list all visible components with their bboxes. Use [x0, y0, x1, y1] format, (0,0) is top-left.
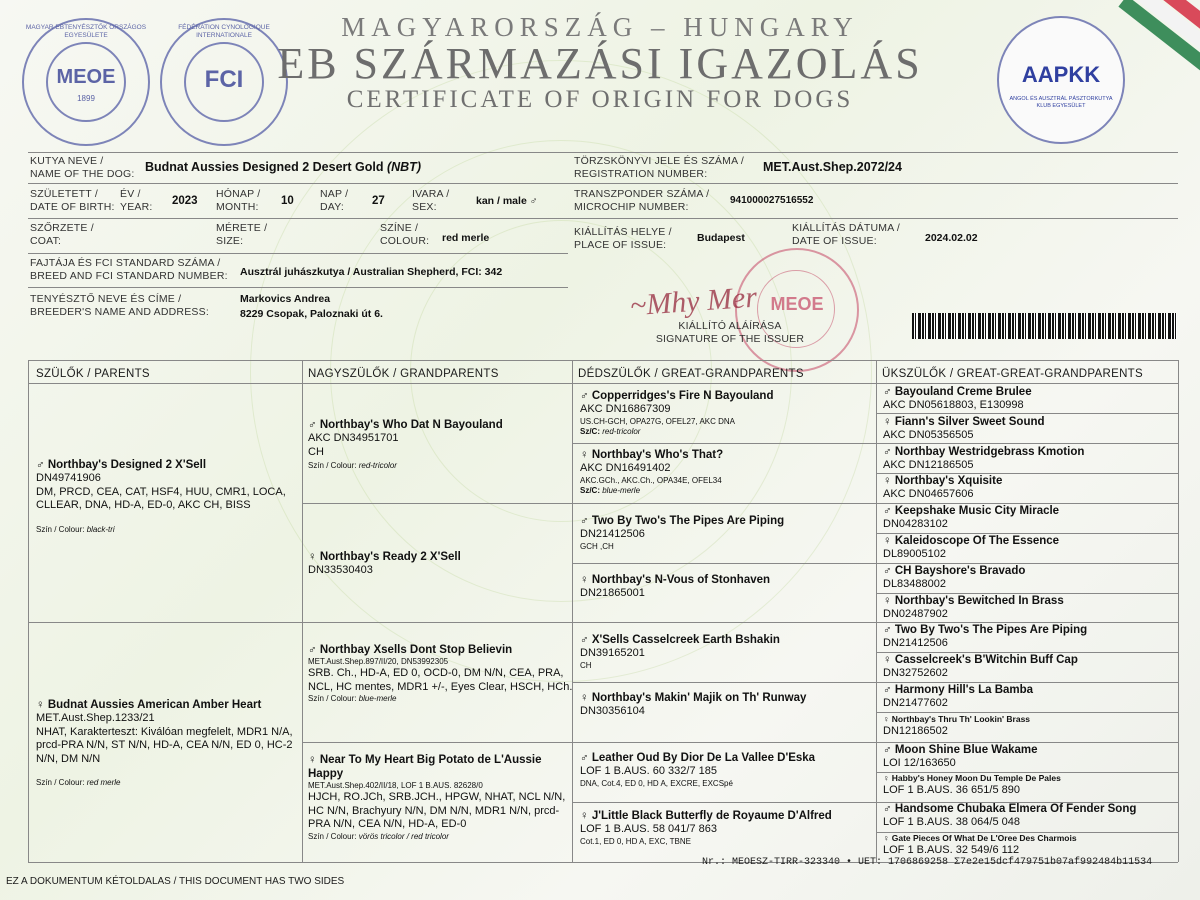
microchip-number: 941000027516552 — [730, 195, 814, 206]
great-great-grandparent: ♀ Northbay's Xquisite AKC DN04657606 — [883, 475, 1003, 501]
place-of-issue: Budapest — [697, 232, 745, 244]
sex-value: kan / male ♂ — [476, 195, 538, 207]
birth-day: 27 — [372, 195, 385, 207]
registration-label: TÖRZSKÖNYVI JELE ÉS SZÁMA / REGISTRATION NUMBER: — [574, 155, 744, 180]
two-sides-note: EZ A DOKUMENTUM KÉTOLDALAS / THIS DOCUMENT HAS TWO SIDES — [6, 876, 345, 887]
aapkk-logo-text: AAPKK — [1021, 62, 1101, 87]
great-great-grandparent: ♀ Habby's Honey Moon Du Temple De Pales LOF 1 B.AUS. 36 651/5 890 — [883, 773, 1061, 797]
table-border — [28, 383, 1178, 384]
meoe-logo-text: MEOE — [56, 66, 116, 88]
great-grandparent: ♀ Northbay's Makin' Majik on Th' Runway DN30356104 — [580, 692, 807, 717]
colour-value: red merle — [442, 232, 490, 244]
month-label: HÓNAP / MONTH: — [216, 188, 261, 213]
coat-label: SZŐRZETE / COAT: — [30, 222, 94, 247]
meoe-seal-text: MAGYAR EBTENYÉSZTŐK ORSZÁGOS EGYESÜLETE — [25, 24, 147, 39]
grandparent: ♂ Northbay Xsells Dont Stop Believin MET.Aust.Shep.897/II/20, DN53992305 SRB. Ch., HD-A, ED 0, OCD-0, DM N/N, CEA, PRA, NCL, HC mentes, MDR1 +/-, Eyes Clear, HSCH, HCh. Szín / Colour: blue-merle — [308, 644, 573, 703]
great-great-grandparent: ♂ Moon Shine Blue Wakame LOI 12/163650 — [883, 743, 1038, 769]
document-subtitle: CERTIFICATE OF ORIGIN FOR DOGS — [346, 86, 854, 113]
grandparent: ♀ Near To My Heart Big Potato de L'Aussie Happy MET.Aust.Shep.402/II/18, LOF 1 B.AUS. 82628/0 HJCH, RO.JCh, SRB.JCH., HPGW, NHAT, NCL N/N, HC N/N, Brachyury N/N, DM N/N, MDR1 N/N, prcd-PRA N/N, CEA N/N, HD-A, ED-0 Szín / Colour: vörös tricolor / red tricolor — [308, 754, 566, 841]
issue-date-label: KIÁLLÍTÁS DÁTUMA / DATE OF ISSUE: — [792, 222, 901, 247]
document-number: Nr.: MEOESZ-TIRR-323340 • UET: 1706869258 Σ7e2e15dcf479751b07af992484b11534 — [702, 857, 1153, 868]
breed-value: Ausztrál juhászkutya / Australian Shepherd, FCI: 342 — [240, 266, 503, 278]
breed-label: FAJTÁJA ÉS FCI STANDARD SZÁMA / BREED AND FCI STANDARD NUMBER: — [30, 257, 228, 282]
great-great-grandparent: ♀ Casselcreek's B'Witchin Buff Cap DN32752602 — [883, 654, 1078, 680]
great-great-grandparent: ♂ Harmony Hill's La Bamba DN21477602 — [883, 684, 1034, 709]
day-label: NAP / DAY: — [320, 188, 349, 213]
grandparent: ♂ Northbay's Who Dat N Bayouland AKC DN34951701 CH Szín / Colour: red-tricolor — [308, 419, 503, 470]
great-grandparent: ♀ J'Little Black Butterfly de Royaume D'Alfred LOF 1 B.AUS. 58 041/7 863 Cot.1, ED 0, HD A, EXC, TBNE — [580, 810, 832, 846]
great-great-grandparent: ♀ Gate Pieces Of What De L'Oree Des Charmois LOF 1 B.AUS. 32 549/6 112 — [883, 833, 1077, 856]
parent-sire: ♂ Northbay's Designed 2 X'Sell DN49741906 DM, PRCD, CEA, CAT, HSF4, HUU, CMR1, LOCA, CLLEAR, DNA, HD-A, ED-0, AKC CH, BISS Szín / Colour: black-tri — [36, 458, 298, 578]
great-grandparent: ♂ Leather Oud By Dior De La Vallee D'Eska LOF 1 B.AUS. 60 332/7 185 DNA, Cot.4, ED 0, HD A, EXCRE, EXCSpé — [580, 752, 816, 788]
great-grandparent: ♂ Two By Two's The Pipes Are Piping DN21412506 GCH ,CH — [580, 515, 785, 551]
issue-date: 2024.02.02 — [925, 232, 978, 244]
table-border — [302, 360, 303, 862]
table-border — [1178, 360, 1179, 862]
meoe-year: 1899 — [77, 94, 95, 103]
signature-label: KIÁLLÍTÓ ALÁÍRÁSA SIGNATURE OF THE ISSUER — [655, 320, 805, 345]
header-grandparents: NAGYSZÜLŐK / GRANDPARENTS — [308, 368, 499, 380]
dog-name-label: KUTYA NEVE / NAME OF THE DOG: — [30, 155, 135, 180]
divider — [28, 183, 1178, 184]
great-great-grandparent: ♂ Handsome Chubaka Elmera Of Fender Song LOF 1 B.AUS. 38 064/5 048 — [883, 803, 1137, 829]
great-great-grandparent: ♀ Northbay's Thru Th' Lookin' Brass DN12186502 — [883, 713, 1031, 737]
great-great-grandparent: ♀ Fiann's Silver Sweet Sound AKC DN05356505 — [883, 415, 1045, 441]
great-grandparent: ♂ X'Sells Casselcreek Earth Bshakin DN39165201 CH — [580, 634, 780, 670]
dam-name: ♀ Budnat Aussies American Amber Heart — [36, 699, 262, 711]
great-great-grandparent: ♂ Two By Two's The Pipes Are Piping DN21412506 — [883, 624, 1088, 650]
birth-year: 2023 — [172, 195, 198, 207]
header-parents: SZÜLŐK / PARENTS — [36, 368, 150, 380]
grandparent: ♀ Northbay's Ready 2 X'Sell DN33530403 — [308, 551, 461, 576]
great-great-grandparent: ♂ Northbay Westridgebrass Kmotion AKC DN12186505 — [883, 445, 1085, 471]
registration-number: MET.Aust.Shep.2072/24 — [763, 160, 902, 174]
birth-label: SZÜLETETT / DATE OF BIRTH: — [30, 188, 115, 213]
sire-name: ♂ Northbay's Designed 2 X'Sell — [36, 459, 207, 471]
place-label: KIÁLLÍTÁS HELYE / PLACE OF ISSUE: — [574, 226, 672, 251]
fci-logo-text: FCI — [204, 66, 244, 93]
table-border — [876, 360, 877, 862]
great-grandparent: ♀ Northbay's N-Vous of Stonhaven DN21865001 — [580, 574, 771, 599]
header-great-grandparents: DÉDSZÜLŐK / GREAT-GRANDPARENTS — [578, 368, 804, 380]
great-great-grandparent: ♀ Northbay's Bewitched In Brass DN02487902 — [883, 594, 1064, 620]
breeder-name: Markovics Andrea — [240, 293, 331, 305]
document-title: EB SZÁRMAZÁSI IGAZOLÁS — [277, 39, 923, 88]
great-great-grandparent: ♂ CH Bayshore's Bravado DL83488002 — [883, 564, 1026, 590]
size-label: MÉRETE / SIZE: — [216, 222, 268, 247]
fci-seal-text: FÉDÉRATION CYNOLOGIQUE INTERNATIONALE — [178, 24, 270, 39]
table-border — [28, 360, 29, 862]
colour-label: SZÍNE / COLOUR: — [380, 222, 430, 247]
year-label: ÉV / YEAR: — [120, 188, 153, 213]
birth-month: 10 — [281, 195, 294, 207]
country-title: MAGYARORSZÁG – HUNGARY — [341, 12, 859, 42]
divider — [28, 218, 1178, 219]
great-grandparent: ♀ Northbay's Who's That? AKC DN16491402 AKC.GCh., AKC.Ch., OPA34E, OFEL34 Sz/C: blue-merle — [580, 449, 724, 495]
great-great-grandparent: ♂ Bayouland Creme Brulee AKC DN05618803, E130998 — [883, 386, 1032, 411]
table-border — [28, 360, 1178, 361]
great-great-grandparent: ♀ Kaleidoscope Of The Essence DL89005102 — [883, 535, 1060, 560]
dog-name: Budnat Aussies Designed 2 Desert Gold (NBT) — [145, 160, 421, 174]
header-great-great-grandparents: ÜKSZÜLŐK / GREAT-GREAT-GRANDPARENTS — [882, 368, 1143, 380]
parent-dam: ♀ Budnat Aussies American Amber Heart MET.Aust.Shep.1233/21 NHAT, Karakterteszt: Kiválóan megfelelt, MDR1 N/A, prcd-PRA N/N, ST N/N, HD-A, CEA N/N, ED 0, HC-2 N/N, DM N/N Szín / Colour: red merle — [36, 698, 298, 818]
sex-label: IVARA / SEX: — [412, 188, 450, 213]
stamp-logo: MEOE — [770, 294, 824, 314]
divider — [28, 287, 568, 288]
great-great-grandparent: ♂ Keepshake Music City Miracle DN04283102 — [883, 505, 1060, 531]
issuer-signature: ~Mhy Mer — [628, 280, 758, 323]
breeder-address: 8229 Csopak, Paloznaki út 6. — [240, 308, 383, 320]
breeder-label: TENYÉSZTŐ NEVE ÉS CÍME / BREEDER'S NAME AND ADDRESS: — [30, 293, 209, 318]
divider — [28, 253, 568, 254]
aapkk-seal-text: ANGOL ÉS AUSZTRÁL PÁSZTORKUTYA KLUB EGYESÜLET — [1009, 96, 1113, 109]
great-grandparent: ♂ Copperridges's Fire N Bayouland AKC DN16867309 US.CH-GCH, OPA27G, OFEL27, AKC DNA Sz/C: red-tricolor — [580, 390, 774, 436]
barcode — [912, 313, 1177, 339]
microchip-label: TRANSZPONDER SZÁMA / MICROCHIP NUMBER: — [574, 188, 710, 213]
divider — [28, 152, 1178, 153]
